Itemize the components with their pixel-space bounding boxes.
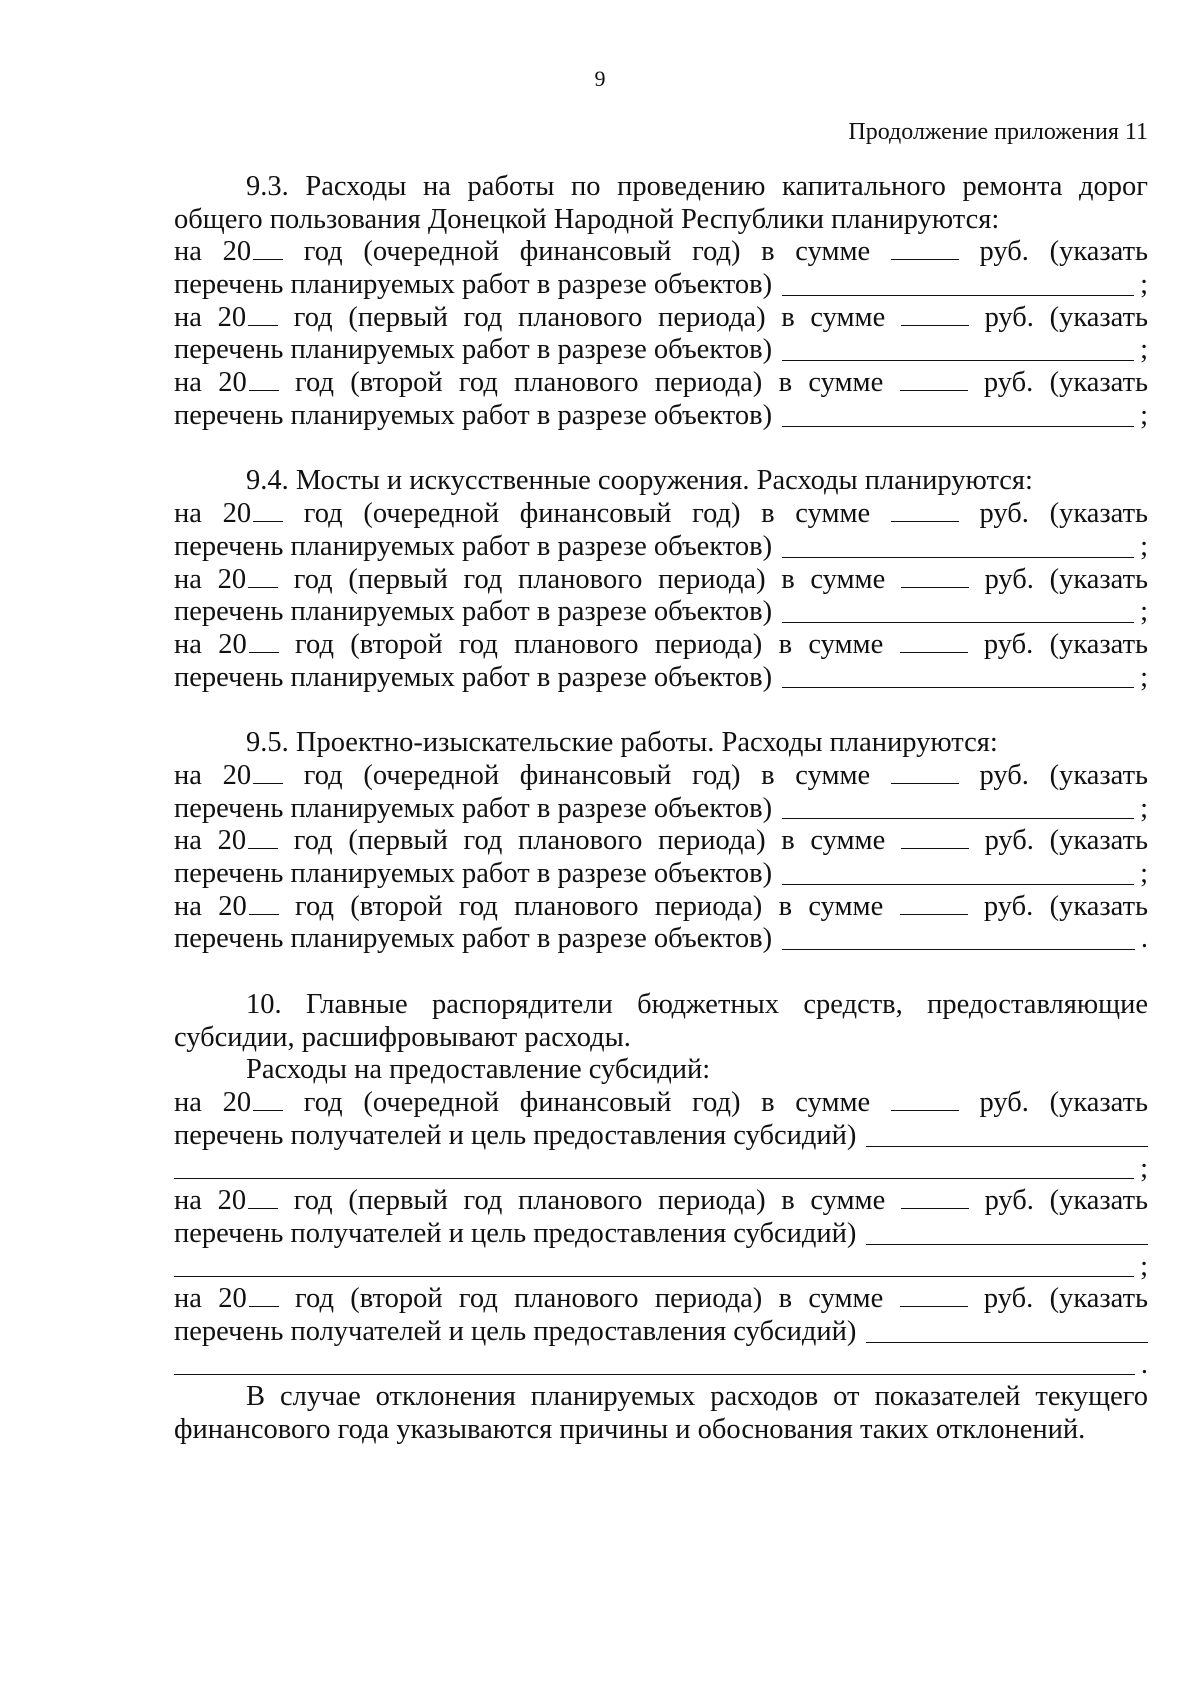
- page-number: 9: [594, 66, 606, 91]
- year-line: на 20 год (первый год планового периода) в сумме руб. (указать: [174, 563, 1148, 595]
- section-9-4-title: 9.4. Мосты и искусственные сооружения. Расходы планируются:: [246, 465, 1033, 497]
- subsidies-heading: Расходы на предоставление субсидий:: [246, 1054, 711, 1086]
- fill-in-blank: [782, 884, 1134, 885]
- closing-paragraph: В случае отклонения планируемых расходов от показателей текущего: [246, 1381, 1148, 1413]
- works-list-line: перечень планируемых работ в разрезе объектов) ;: [174, 661, 1148, 693]
- works-list-line: перечень планируемых работ в разрезе объектов) .: [174, 923, 1148, 955]
- fill-in-blank: [866, 1244, 1148, 1245]
- year-line: на 20 год (первый год планового периода) в сумме руб. (указать: [174, 825, 1148, 857]
- recipients-list-line: перечень получателей и цель предоставления субсидий): [174, 1218, 1148, 1251]
- fill-in-blank: [782, 687, 1134, 688]
- year-line: на 20 год (первый год планового периода) в сумме руб. (указать: [174, 1185, 1148, 1217]
- section-9-5-title: 9.5. Проектно-изыскательские работы. Расходы планируются:: [246, 727, 998, 759]
- works-list-line: перечень планируемых работ в разрезе объектов) ;: [174, 269, 1148, 301]
- section-10-title: 10. Главные распорядители бюджетных средств, предоставляющие: [246, 989, 1148, 1021]
- year-line: на 20 год (второй год планового периода) в сумме руб. (указать: [174, 628, 1148, 660]
- fill-in-blank: [174, 1178, 1134, 1179]
- fill-in-blank: [782, 949, 1135, 950]
- section-9-3-title-cont: общего пользования Донецкой Народной Республики планируются:: [174, 203, 1000, 235]
- works-list-line: перечень планируемых работ в разрезе объектов) ;: [174, 530, 1148, 562]
- works-list-line: перечень планируемых работ в разрезе объектов) ;: [174, 858, 1148, 890]
- fill-in-blank: [866, 1146, 1148, 1147]
- document-body: [174, 171, 1148, 1447]
- fill-in-blank: [782, 360, 1134, 361]
- works-list-line: перечень планируемых работ в разрезе объектов) ;: [174, 792, 1148, 824]
- year-line: на 20 год (очередной финансовый год) в сумме руб. (указать: [174, 236, 1148, 268]
- fill-in-blank: [782, 557, 1134, 558]
- fill-in-blank: [782, 295, 1134, 296]
- year-line: на 20 год (первый год планового периода) в сумме руб. (указать: [174, 301, 1148, 333]
- fill-in-blank: [782, 818, 1134, 819]
- year-line: на 20 год (второй год планового периода) в сумме руб. (указать: [174, 890, 1148, 922]
- recipients-list-line: перечень получателей и цель предоставления субсидий): [174, 1120, 1148, 1153]
- section-9-3-title: 9.3. Расходы на работы по проведению капитального ремонта дорог: [246, 171, 1148, 202]
- recipients-list-line: перечень получателей и цель предоставления субсидий): [174, 1316, 1148, 1349]
- fill-in-blank: [782, 426, 1134, 427]
- blank-line: ;: [174, 1153, 1148, 1186]
- year-line: на 20 год (очередной финансовый год) в сумме руб. (указать: [174, 1087, 1148, 1119]
- year-line: на 20 год (второй год планового периода) в сумме руб. (указать: [174, 367, 1148, 399]
- fill-in-blank: [174, 1276, 1134, 1277]
- year-line: на 20 год (второй год планового периода) в сумме руб. (указать: [174, 1283, 1148, 1315]
- blank-line: .: [174, 1349, 1148, 1382]
- works-list-line: перечень планируемых работ в разрезе объектов) ;: [174, 596, 1148, 628]
- works-list-line: перечень планируемых работ в разрезе объектов) ;: [174, 399, 1148, 431]
- year-line: на 20 год (очередной финансовый год) в сумме руб. (указать: [174, 498, 1148, 530]
- appendix-continuation: Продолжение приложения 11: [848, 119, 1148, 145]
- works-list-line: перечень планируемых работ в разрезе объектов) ;: [174, 334, 1148, 366]
- section-10-title-cont: субсидии, расшифровывают расходы.: [174, 1021, 631, 1053]
- blank-line: ;: [174, 1251, 1148, 1284]
- fill-in-blank: [866, 1342, 1148, 1343]
- fill-in-blank: [782, 622, 1134, 623]
- year-line: на 20 год (очередной финансовый год) в сумме руб. (указать: [174, 760, 1148, 791]
- closing-paragraph-cont: финансового года указываются причины и обоснования таких отклонений.: [174, 1414, 1086, 1446]
- fill-in-blank: [174, 1374, 1135, 1375]
